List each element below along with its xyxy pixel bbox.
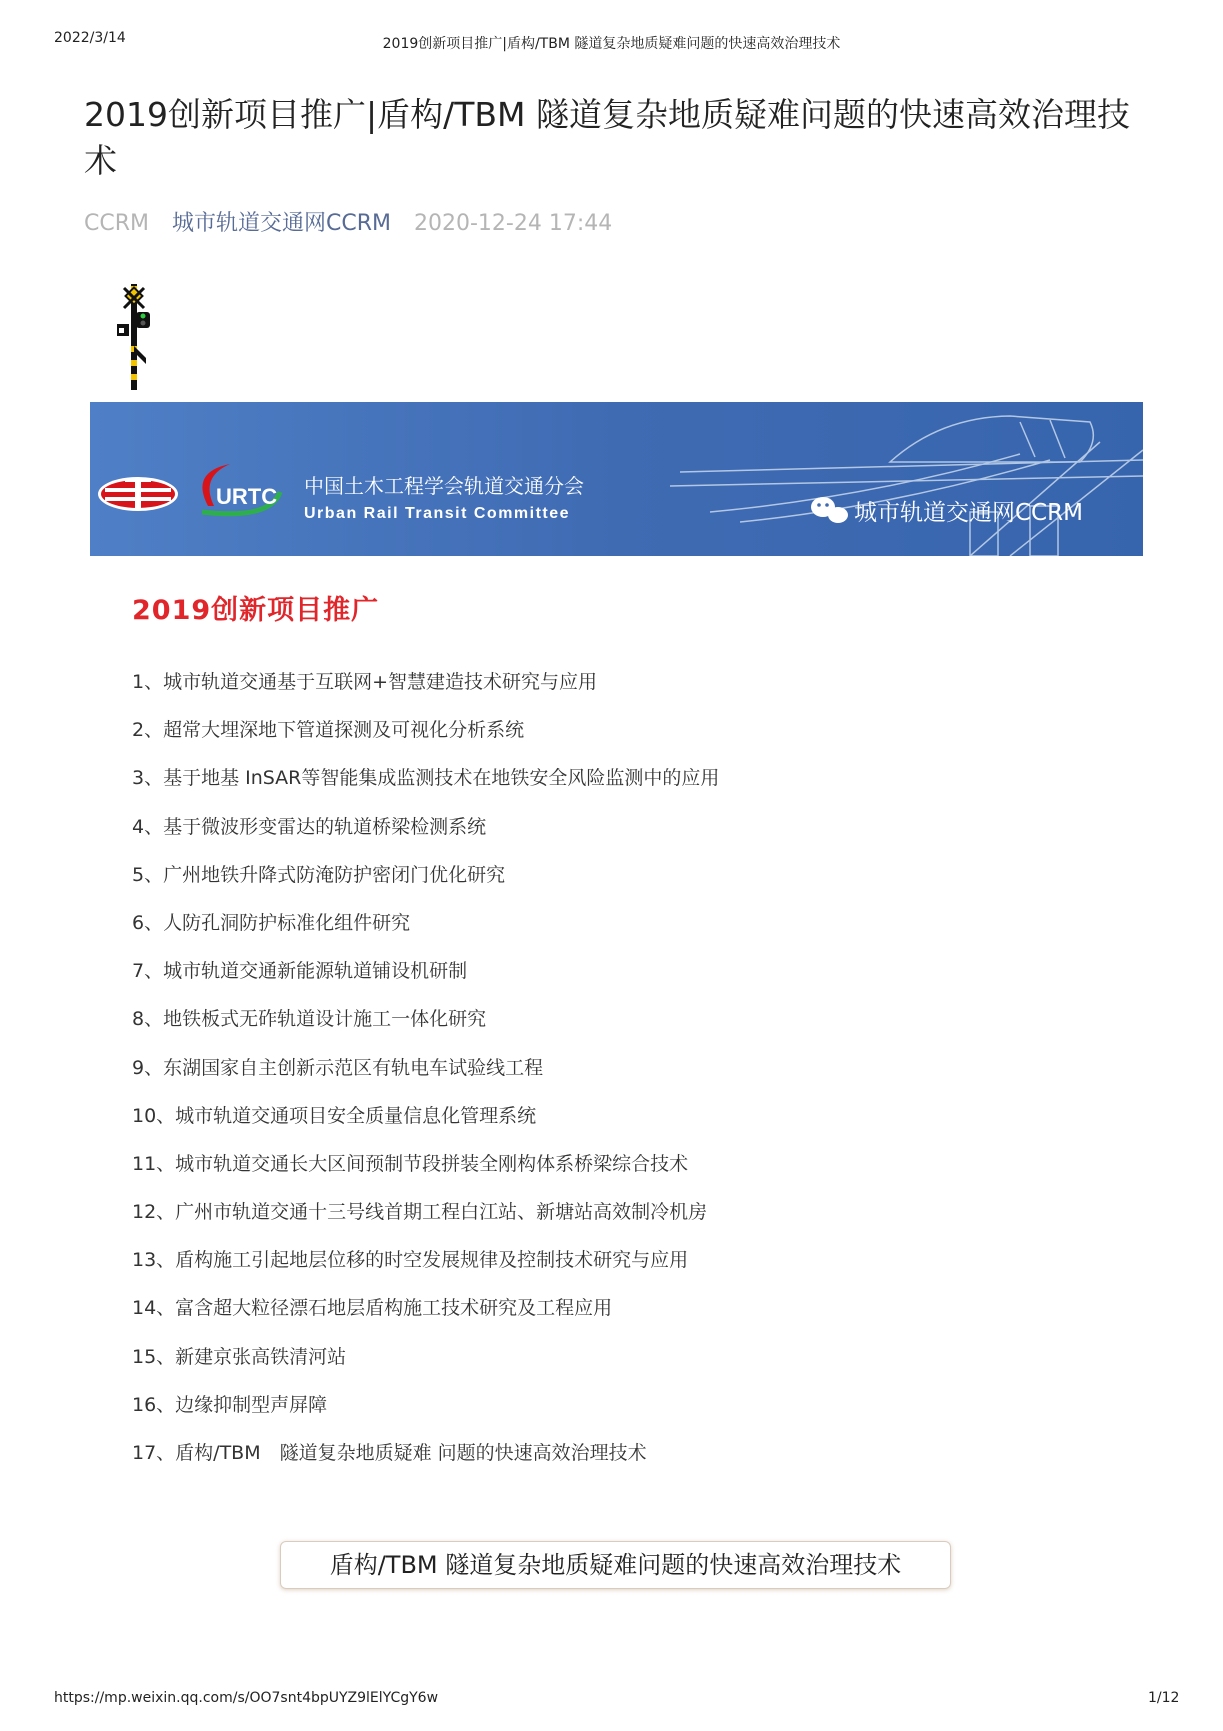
banner-wechat-label: 城市轨道交通网CCRM: [854, 500, 1083, 526]
footer-url: https://mp.weixin.qq.com/s/OO7snt4bpUYZ9lElYCgY6w: [54, 1690, 439, 1706]
project-list: [132, 668, 719, 1487]
list-item: 2、超常大埋深地下管道探测及可视化分析系统: [132, 719, 525, 742]
list-item: 13、盾构施工引起地层位移的时空发展规律及控制技术研究与应用: [132, 1249, 689, 1272]
article-author: CCRM: [84, 211, 149, 236]
railway-signal-icon: [116, 284, 162, 390]
list-item: 6、人防孔洞防护标准化组件研究: [132, 911, 411, 934]
list-item: 14、富含超大粒径漂石地层盾构施工技术研究及工程应用: [132, 1297, 613, 1320]
banner-org-en: Urban Rail Transit Committee: [304, 505, 571, 522]
account-name-link[interactable]: 城市轨道交通网CCRM: [172, 211, 391, 236]
banner-org-cn: 中国土木工程学会轨道交通分会: [304, 474, 584, 498]
print-date: 2022/3/14: [54, 30, 126, 46]
svg-text:URTC: URTC: [216, 484, 278, 509]
highlight-title-box: 盾构/TBM 隧道复杂地质疑难问题的快速高效治理技术: [280, 1541, 951, 1589]
list-item: 1、城市轨道交通基于互联网+智慧建造技术研究与应用: [132, 671, 598, 693]
article-title: 2019创新项目推广|盾构/TBM 隧道复杂地质疑难问题的快速高效治理技术: [84, 95, 1130, 180]
list-item: 4、基于微波形变雷达的轨道桥梁检测系统: [132, 815, 487, 838]
list-item: 5、广州地铁升降式防淹防护密闭门优化研究: [132, 863, 506, 886]
list-item: 10、城市轨道交通项目安全质量信息化管理系统: [132, 1104, 537, 1127]
list-item: 8、地铁板式无砟轨道设计施工一体化研究: [132, 1008, 487, 1031]
banner-image: [90, 402, 1143, 556]
article-meta: [84, 206, 612, 237]
list-item: 3、基于地基 InSAR等智能集成监测技术在地铁安全风险监测中的应用: [132, 767, 720, 790]
list-item: 11、城市轨道交通长大区间预制节段拼装全刚构体系桥梁综合技术: [132, 1152, 689, 1175]
list-item: 9、东湖国家自主创新示范区有轨电车试验线工程: [132, 1056, 544, 1079]
print-header-title: 2019创新项目推广|盾构/TBM 隧道复杂地质疑难问题的快速高效治理技术: [382, 36, 841, 52]
footer-page-number: 1/12: [1148, 1690, 1180, 1706]
list-item: 7、城市轨道交通新能源轨道铺设机研制: [132, 960, 468, 983]
list-item: 16、边缘抑制型声屏障: [132, 1393, 328, 1416]
list-item: 12、广州市轨道交通十三号线首期工程白江站、新塘站高效制冷机房: [132, 1201, 708, 1224]
society-emblem-icon: [98, 477, 178, 511]
list-item: 15、新建京张高铁清河站: [132, 1345, 347, 1368]
publish-date: 2020-12-24 17:44: [414, 211, 613, 236]
list-item: 17、盾构/TBM 隧道复杂地质疑难 问题的快速高效治理技术: [132, 1442, 647, 1464]
section-title: 2019创新项目推广: [132, 595, 380, 626]
